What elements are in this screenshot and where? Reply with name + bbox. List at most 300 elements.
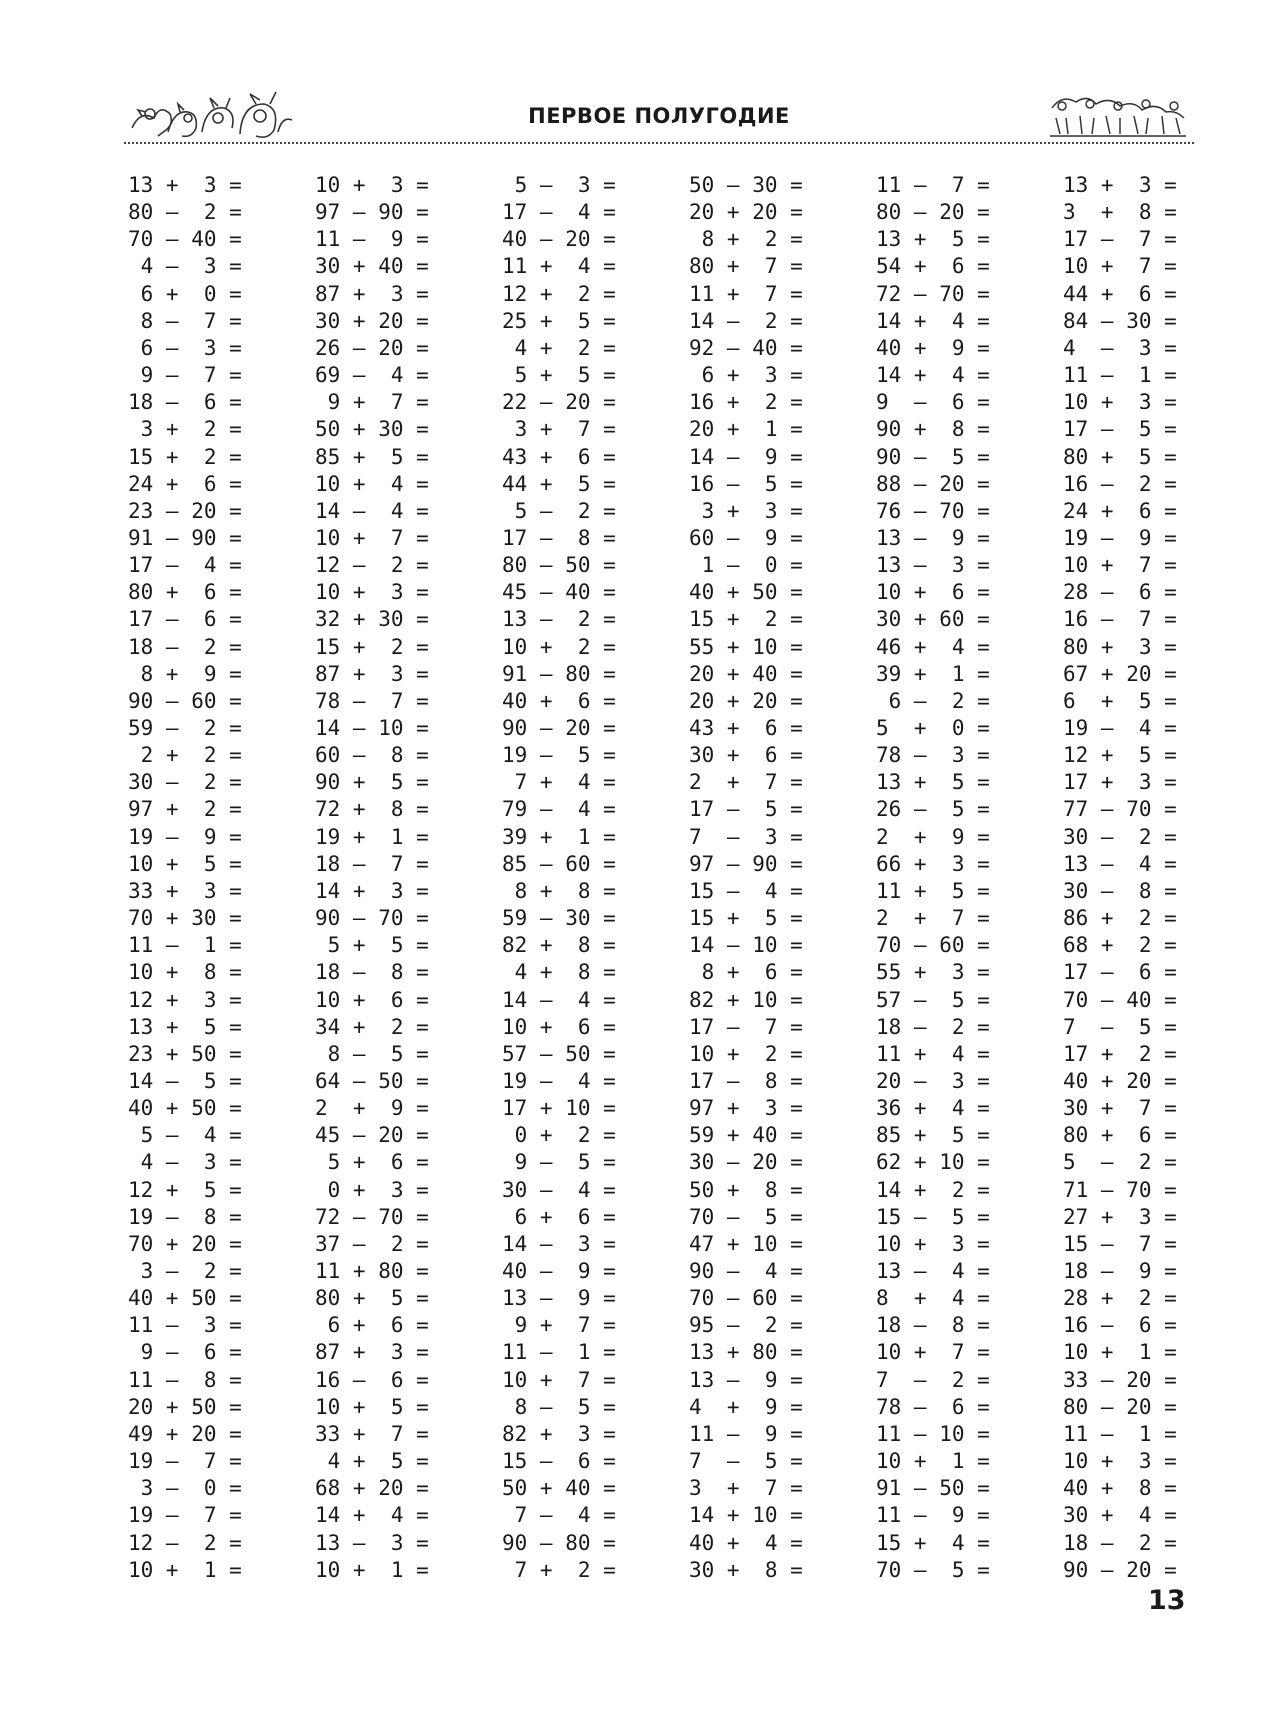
math-exercise: 9 – 6 = bbox=[876, 390, 990, 415]
math-exercise: 5 + 0 = bbox=[876, 716, 990, 740]
math-exercise: 5 – 3 = bbox=[502, 173, 616, 197]
math-exercise: 14 – 3 = bbox=[502, 1231, 616, 1256]
math-exercise: 8 – 5 = bbox=[315, 1041, 429, 1066]
math-exercise: 33 + 7 = bbox=[315, 1421, 429, 1446]
math-exercise: 3 + 7 = bbox=[689, 1476, 803, 1501]
page-header bbox=[124, 88, 1194, 148]
math-exercise: 87 + 3 = bbox=[315, 1340, 429, 1365]
math-exercise: 90 + 8 = bbox=[876, 417, 990, 442]
math-exercise: 23 – 20 = bbox=[128, 498, 242, 523]
math-exercise: 2 + 7 = bbox=[876, 906, 990, 931]
math-exercise: 90 – 20 = bbox=[502, 716, 616, 740]
math-exercise: 25 + 5 = bbox=[502, 308, 616, 333]
math-exercise: 10 + 7 = bbox=[1063, 254, 1177, 279]
math-exercise: 86 + 2 = bbox=[1063, 906, 1177, 931]
math-exercise: 90 – 20 = bbox=[1063, 1557, 1177, 1582]
math-exercise: 12 + 3 = bbox=[128, 987, 242, 1012]
math-exercise: 17 – 7 = bbox=[1063, 227, 1177, 252]
math-exercise: 16 – 6 = bbox=[315, 1367, 429, 1392]
math-exercise: 5 + 6 = bbox=[315, 1150, 429, 1175]
math-exercise: 11 + 4 = bbox=[876, 1041, 990, 1066]
math-exercise: 10 + 3 = bbox=[315, 580, 429, 605]
exercise-column bbox=[876, 172, 1056, 1602]
math-exercise: 80 + 5 = bbox=[1063, 444, 1177, 469]
math-exercise: 87 + 3 = bbox=[315, 281, 429, 306]
math-exercise: 16 + 2 = bbox=[689, 390, 803, 415]
math-exercise: 3 + 7 = bbox=[502, 417, 616, 442]
math-exercise: 30 – 4 = bbox=[502, 1177, 616, 1202]
math-exercise: 82 + 10 = bbox=[689, 987, 803, 1012]
math-exercise: 3 – 2 = bbox=[128, 1259, 242, 1283]
math-exercise: 9 + 7 = bbox=[315, 390, 429, 415]
math-exercise: 30 + 60 = bbox=[876, 607, 990, 632]
math-exercise: 80 – 2 = bbox=[128, 200, 242, 225]
math-exercise: 4 + 9 = bbox=[689, 1394, 803, 1419]
math-exercise: 22 – 20 = bbox=[502, 390, 616, 415]
math-exercise: 10 + 1 = bbox=[876, 1449, 990, 1474]
math-exercise: 9 – 6 = bbox=[128, 1340, 242, 1365]
math-exercise: 34 + 2 = bbox=[315, 1014, 429, 1039]
math-exercise: 30 + 7 = bbox=[1063, 1096, 1177, 1121]
math-exercise: 6 + 5 = bbox=[1063, 688, 1177, 713]
math-exercise: 69 – 4 = bbox=[315, 363, 429, 388]
math-exercise: 20 + 1 = bbox=[689, 417, 803, 442]
math-exercise: 19 – 8 = bbox=[128, 1204, 242, 1229]
math-exercise: 20 + 50 = bbox=[128, 1394, 242, 1419]
math-exercise: 10 + 3 = bbox=[876, 1231, 990, 1256]
math-exercise: 7 + 4 = bbox=[502, 770, 616, 795]
math-exercise: 7 – 5 = bbox=[1063, 1014, 1177, 1039]
math-exercise: 17 – 8 = bbox=[689, 1068, 803, 1093]
math-exercise: 18 – 8 = bbox=[876, 1313, 990, 1338]
math-exercise: 80 – 50 = bbox=[502, 553, 616, 578]
math-exercise: 15 + 2 = bbox=[689, 607, 803, 632]
math-exercise: 80 + 7 = bbox=[689, 254, 803, 279]
math-exercise: 14 + 2 = bbox=[876, 1177, 990, 1202]
math-exercise: 20 – 3 = bbox=[876, 1068, 990, 1093]
math-exercise: 19 – 4 = bbox=[502, 1068, 616, 1093]
exercise-column bbox=[689, 172, 869, 1602]
math-exercise: 14 + 4 = bbox=[876, 363, 990, 388]
math-exercise: 7 – 5 = bbox=[689, 1449, 803, 1474]
math-exercise: 15 + 2 = bbox=[315, 634, 429, 659]
exercise-column bbox=[502, 172, 682, 1602]
math-exercise: 59 – 2 = bbox=[128, 716, 242, 740]
math-exercise: 80 + 3 = bbox=[1063, 634, 1177, 659]
math-exercise: 5 + 5 = bbox=[315, 933, 429, 958]
math-exercise: 40 + 50 = bbox=[689, 580, 803, 605]
math-exercise: 79 – 4 = bbox=[502, 797, 616, 822]
math-exercise: 30 + 8 = bbox=[689, 1557, 803, 1582]
math-exercise: 13 + 5 = bbox=[876, 770, 990, 795]
math-exercise: 13 – 3 = bbox=[315, 1530, 429, 1555]
math-exercise: 24 + 6 = bbox=[128, 471, 242, 496]
math-exercise: 4 – 3 = bbox=[128, 254, 242, 279]
math-exercise: 15 + 4 = bbox=[876, 1530, 990, 1555]
math-exercise: 6 + 6 = bbox=[315, 1313, 429, 1338]
math-exercise: 67 + 20 = bbox=[1063, 661, 1177, 686]
math-exercise: 16 – 2 = bbox=[1063, 471, 1177, 496]
math-exercise: 95 – 2 = bbox=[689, 1313, 803, 1338]
math-exercise: 50 – 30 = bbox=[689, 173, 803, 197]
math-exercise: 18 – 8 = bbox=[315, 960, 429, 985]
math-exercise: 40 + 50 = bbox=[128, 1286, 242, 1311]
math-exercise: 36 + 4 = bbox=[876, 1096, 990, 1121]
math-exercise: 78 – 6 = bbox=[876, 1394, 990, 1419]
math-exercise: 11 – 10 = bbox=[876, 1421, 990, 1446]
math-exercise: 27 + 3 = bbox=[1063, 1204, 1177, 1229]
math-exercise: 84 – 30 = bbox=[1063, 308, 1177, 333]
math-exercise: 30 + 4 = bbox=[1063, 1503, 1177, 1528]
math-exercise: 54 + 6 = bbox=[876, 254, 990, 279]
math-exercise: 78 – 7 = bbox=[315, 688, 429, 713]
math-exercise: 16 – 7 = bbox=[1063, 607, 1177, 632]
math-exercise: 6 + 0 = bbox=[128, 281, 242, 306]
math-exercise: 4 + 8 = bbox=[502, 960, 616, 985]
math-exercise: 3 + 8 = bbox=[1063, 200, 1177, 225]
math-exercise: 40 – 20 = bbox=[502, 227, 616, 252]
math-exercise: 37 – 2 = bbox=[315, 1231, 429, 1256]
math-exercise: 85 + 5 = bbox=[315, 444, 429, 469]
math-exercise: 30 – 20 = bbox=[689, 1150, 803, 1175]
math-exercise: 11 – 1 = bbox=[128, 933, 242, 958]
math-exercise: 24 + 6 = bbox=[1063, 498, 1177, 523]
math-exercise: 7 – 4 = bbox=[502, 1503, 616, 1528]
math-exercise: 90 + 5 = bbox=[315, 770, 429, 795]
math-exercise: 7 + 2 = bbox=[502, 1557, 616, 1582]
math-exercise: 71 – 70 = bbox=[1063, 1177, 1177, 1202]
math-exercise: 46 + 4 = bbox=[876, 634, 990, 659]
math-exercise: 19 + 1 = bbox=[315, 824, 429, 849]
math-exercise: 18 – 7 = bbox=[315, 851, 429, 876]
math-exercise: 97 + 2 = bbox=[128, 797, 242, 822]
math-exercise: 13 – 4 = bbox=[1063, 851, 1177, 876]
math-exercise: 64 – 50 = bbox=[315, 1068, 429, 1093]
math-exercise: 91 – 80 = bbox=[502, 661, 616, 686]
exercise-column bbox=[1063, 172, 1243, 1602]
math-exercise: 4 + 5 = bbox=[315, 1449, 429, 1474]
math-exercise: 70 – 60 = bbox=[689, 1286, 803, 1311]
math-exercise: 72 + 8 = bbox=[315, 797, 429, 822]
math-exercise: 14 – 4 = bbox=[502, 987, 616, 1012]
math-exercise: 7 – 2 = bbox=[876, 1367, 990, 1392]
math-exercise: 90 – 5 = bbox=[876, 444, 990, 469]
math-exercise: 26 – 5 = bbox=[876, 797, 990, 822]
math-exercise: 70 + 20 = bbox=[128, 1231, 242, 1256]
math-exercise: 60 – 8 = bbox=[315, 743, 429, 768]
math-exercise: 11 – 9 = bbox=[689, 1421, 803, 1446]
math-exercise: 18 – 2 = bbox=[1063, 1530, 1177, 1555]
exercise-grid bbox=[128, 172, 1198, 1602]
math-exercise: 59 – 30 = bbox=[502, 906, 616, 931]
math-exercise: 78 – 3 = bbox=[876, 743, 990, 768]
math-exercise: 82 + 8 = bbox=[502, 933, 616, 958]
math-exercise: 15 + 2 = bbox=[128, 444, 242, 469]
math-exercise: 1 – 0 = bbox=[689, 553, 803, 578]
math-exercise: 10 + 4 = bbox=[315, 471, 429, 496]
math-exercise: 30 + 40 = bbox=[315, 254, 429, 279]
math-exercise: 40 + 20 = bbox=[1063, 1068, 1177, 1093]
math-exercise: 11 + 7 = bbox=[689, 281, 803, 306]
math-exercise: 5 – 2 = bbox=[1063, 1150, 1177, 1175]
math-exercise: 87 + 3 = bbox=[315, 661, 429, 686]
math-exercise: 2 + 7 = bbox=[689, 770, 803, 795]
math-exercise: 55 + 3 = bbox=[876, 960, 990, 985]
math-exercise: 90 – 70 = bbox=[315, 906, 429, 931]
math-exercise: 44 + 6 = bbox=[1063, 281, 1177, 306]
math-exercise: 3 – 0 = bbox=[128, 1476, 242, 1501]
math-exercise: 15 – 4 = bbox=[689, 878, 803, 903]
math-exercise: 14 – 10 = bbox=[315, 716, 429, 740]
math-exercise: 11 – 3 = bbox=[128, 1313, 242, 1338]
math-exercise: 11 – 8 = bbox=[128, 1367, 242, 1392]
math-exercise: 17 – 8 = bbox=[502, 525, 616, 550]
math-exercise: 15 – 5 = bbox=[876, 1204, 990, 1229]
math-exercise: 62 + 10 = bbox=[876, 1150, 990, 1175]
math-exercise: 14 + 3 = bbox=[315, 878, 429, 903]
math-exercise: 15 – 6 = bbox=[502, 1449, 616, 1474]
math-exercise: 97 – 90 = bbox=[689, 851, 803, 876]
math-exercise: 80 + 6 = bbox=[1063, 1123, 1177, 1148]
math-exercise: 11 – 1 = bbox=[1063, 1421, 1177, 1446]
math-exercise: 77 – 70 = bbox=[1063, 797, 1177, 822]
math-exercise: 19 – 4 = bbox=[1063, 716, 1177, 740]
math-exercise: 30 – 8 = bbox=[1063, 878, 1177, 903]
math-exercise: 16 – 5 = bbox=[689, 471, 803, 496]
math-exercise: 40 + 4 = bbox=[689, 1530, 803, 1555]
math-exercise: 28 + 2 = bbox=[1063, 1286, 1177, 1311]
math-exercise: 10 + 6 = bbox=[876, 580, 990, 605]
math-exercise: 57 – 50 = bbox=[502, 1041, 616, 1066]
math-exercise: 12 – 2 = bbox=[128, 1530, 242, 1555]
math-exercise: 72 – 70 = bbox=[876, 281, 990, 306]
math-exercise: 12 + 5 = bbox=[128, 1177, 242, 1202]
math-exercise: 23 + 50 = bbox=[128, 1041, 242, 1066]
math-exercise: 14 – 10 = bbox=[689, 933, 803, 958]
math-exercise: 2 + 9 = bbox=[315, 1096, 429, 1121]
math-exercise: 70 – 60 = bbox=[876, 933, 990, 958]
math-exercise: 6 – 3 = bbox=[128, 335, 242, 360]
exercise-column bbox=[128, 172, 308, 1602]
math-exercise: 47 + 10 = bbox=[689, 1231, 803, 1256]
math-exercise: 20 + 20 = bbox=[689, 200, 803, 225]
math-exercise: 39 + 1 = bbox=[876, 661, 990, 686]
math-exercise: 17 – 4 = bbox=[502, 200, 616, 225]
math-exercise: 39 + 1 = bbox=[502, 824, 616, 849]
math-exercise: 11 + 80 = bbox=[315, 1259, 429, 1283]
math-exercise: 10 + 2 = bbox=[689, 1041, 803, 1066]
math-exercise: 45 – 20 = bbox=[315, 1123, 429, 1148]
math-exercise: 15 – 7 = bbox=[1063, 1231, 1177, 1256]
math-exercise: 10 + 7 = bbox=[502, 1367, 616, 1392]
math-exercise: 92 – 40 = bbox=[689, 335, 803, 360]
math-exercise: 70 – 5 = bbox=[689, 1204, 803, 1229]
math-exercise: 40 + 50 = bbox=[128, 1096, 242, 1121]
math-exercise: 97 + 3 = bbox=[689, 1096, 803, 1121]
math-exercise: 10 + 7 = bbox=[315, 525, 429, 550]
math-exercise: 85 + 5 = bbox=[876, 1123, 990, 1148]
math-exercise: 91 – 50 = bbox=[876, 1476, 990, 1501]
math-exercise: 14 + 4 = bbox=[876, 308, 990, 333]
math-exercise: 70 – 5 = bbox=[876, 1557, 990, 1582]
math-exercise: 33 + 3 = bbox=[128, 878, 242, 903]
math-exercise: 40 + 9 = bbox=[876, 335, 990, 360]
math-exercise: 32 + 30 = bbox=[315, 607, 429, 632]
math-exercise: 70 – 40 = bbox=[128, 227, 242, 252]
math-exercise: 11 + 4 = bbox=[502, 254, 616, 279]
math-exercise: 9 – 5 = bbox=[502, 1150, 616, 1175]
math-exercise: 13 – 4 = bbox=[876, 1259, 990, 1283]
math-exercise: 4 – 3 = bbox=[128, 1150, 242, 1175]
math-exercise: 30 + 20 = bbox=[315, 308, 429, 333]
math-exercise: 50 + 30 = bbox=[315, 417, 429, 442]
math-exercise: 33 – 20 = bbox=[1063, 1367, 1177, 1392]
math-exercise: 59 + 40 = bbox=[689, 1123, 803, 1148]
math-exercise: 4 – 3 = bbox=[1063, 335, 1177, 360]
math-exercise: 14 + 4 = bbox=[315, 1503, 429, 1528]
math-exercise: 90 – 4 = bbox=[689, 1259, 803, 1283]
math-exercise: 20 + 20 = bbox=[689, 688, 803, 713]
math-exercise: 7 – 3 = bbox=[689, 824, 803, 849]
math-exercise: 11 – 7 = bbox=[876, 173, 990, 197]
math-exercise: 17 + 2 = bbox=[1063, 1041, 1177, 1066]
math-exercise: 10 + 5 = bbox=[128, 851, 242, 876]
math-exercise: 13 – 3 = bbox=[876, 553, 990, 578]
math-exercise: 10 + 2 = bbox=[502, 634, 616, 659]
math-exercise: 11 – 9 = bbox=[315, 227, 429, 252]
math-exercise: 11 – 1 = bbox=[1063, 363, 1177, 388]
math-exercise: 16 – 6 = bbox=[1063, 1313, 1177, 1338]
math-exercise: 19 – 5 = bbox=[502, 743, 616, 768]
math-exercise: 13 – 9 = bbox=[689, 1367, 803, 1392]
math-exercise: 8 + 6 = bbox=[689, 960, 803, 985]
math-exercise: 0 + 2 = bbox=[502, 1123, 616, 1148]
math-exercise: 2 + 2 = bbox=[128, 743, 242, 768]
exercise-column bbox=[315, 172, 495, 1602]
math-exercise: 15 + 5 = bbox=[689, 906, 803, 931]
math-exercise: 13 + 5 = bbox=[876, 227, 990, 252]
math-exercise: 17 – 7 = bbox=[689, 1014, 803, 1039]
math-exercise: 60 – 9 = bbox=[689, 525, 803, 550]
math-exercise: 3 + 3 = bbox=[689, 498, 803, 523]
math-exercise: 82 + 3 = bbox=[502, 1421, 616, 1446]
math-exercise: 44 + 5 = bbox=[502, 471, 616, 496]
math-exercise: 10 + 8 = bbox=[128, 960, 242, 985]
math-exercise: 88 – 20 = bbox=[876, 471, 990, 496]
math-exercise: 80 – 20 = bbox=[1063, 1394, 1177, 1419]
math-exercise: 40 + 6 = bbox=[502, 688, 616, 713]
math-exercise: 13 + 5 = bbox=[128, 1014, 242, 1039]
math-exercise: 13 + 3 = bbox=[1063, 173, 1177, 197]
math-exercise: 19 – 7 = bbox=[128, 1449, 242, 1474]
math-exercise: 8 – 5 = bbox=[502, 1394, 616, 1419]
math-exercise: 40 + 8 = bbox=[1063, 1476, 1177, 1501]
math-exercise: 17 – 5 = bbox=[689, 797, 803, 822]
math-exercise: 14 – 5 = bbox=[128, 1068, 242, 1093]
math-exercise: 26 – 20 = bbox=[315, 335, 429, 360]
math-exercise: 4 + 2 = bbox=[502, 335, 616, 360]
math-exercise: 14 – 9 = bbox=[689, 444, 803, 469]
math-exercise: 8 + 9 = bbox=[128, 661, 242, 686]
math-exercise: 50 + 40 = bbox=[502, 1476, 616, 1501]
math-exercise: 13 + 3 = bbox=[128, 173, 242, 197]
math-exercise: 5 – 4 = bbox=[128, 1123, 242, 1148]
math-exercise: 45 – 40 = bbox=[502, 580, 616, 605]
math-exercise: 30 – 2 = bbox=[128, 770, 242, 795]
math-exercise: 17 + 3 = bbox=[1063, 770, 1177, 795]
math-exercise: 80 – 20 = bbox=[876, 200, 990, 225]
math-exercise: 80 + 5 = bbox=[315, 1286, 429, 1311]
math-exercise: 80 + 6 = bbox=[128, 580, 242, 605]
math-exercise: 8 + 4 = bbox=[876, 1286, 990, 1311]
math-exercise: 6 + 6 = bbox=[502, 1204, 616, 1229]
math-exercise: 9 – 7 = bbox=[128, 363, 242, 388]
math-exercise: 11 – 1 = bbox=[502, 1340, 616, 1365]
math-exercise: 19 – 7 = bbox=[128, 1503, 242, 1528]
math-exercise: 6 – 2 = bbox=[876, 688, 990, 713]
math-exercise: 20 + 40 = bbox=[689, 661, 803, 686]
math-exercise: 90 – 60 = bbox=[128, 688, 242, 713]
math-exercise: 85 – 60 = bbox=[502, 851, 616, 876]
math-exercise: 14 – 2 = bbox=[689, 308, 803, 333]
math-exercise: 10 + 7 = bbox=[876, 1340, 990, 1365]
math-exercise: 13 – 9 = bbox=[876, 525, 990, 550]
math-exercise: 66 + 3 = bbox=[876, 851, 990, 876]
math-exercise: 30 + 6 = bbox=[689, 743, 803, 768]
math-exercise: 10 + 7 = bbox=[1063, 553, 1177, 578]
math-exercise: 17 – 5 = bbox=[1063, 417, 1177, 442]
math-exercise: 11 – 9 = bbox=[876, 1503, 990, 1528]
math-exercise: 72 – 70 = bbox=[315, 1204, 429, 1229]
math-exercise: 8 + 8 = bbox=[502, 878, 616, 903]
math-exercise: 8 + 2 = bbox=[689, 227, 803, 252]
math-exercise: 17 – 4 = bbox=[128, 553, 242, 578]
math-exercise: 5 + 5 = bbox=[502, 363, 616, 388]
math-exercise: 11 + 5 = bbox=[876, 878, 990, 903]
animals-illustration-icon bbox=[1046, 88, 1191, 140]
math-exercise: 5 – 2 = bbox=[502, 498, 616, 523]
math-exercise: 10 + 3 = bbox=[1063, 1449, 1177, 1474]
math-exercise: 10 + 6 = bbox=[315, 987, 429, 1012]
math-exercise: 68 + 20 = bbox=[315, 1476, 429, 1501]
page-number: 13 bbox=[1148, 1585, 1186, 1616]
math-exercise: 70 – 40 = bbox=[1063, 987, 1177, 1012]
math-exercise: 49 + 20 = bbox=[128, 1421, 242, 1446]
math-exercise: 17 + 10 = bbox=[502, 1096, 616, 1121]
math-exercise: 10 + 3 = bbox=[315, 173, 429, 197]
page-title: ПЕРВОЕ ПОЛУГОДИЕ bbox=[528, 104, 790, 128]
math-exercise: 19 – 9 = bbox=[128, 824, 242, 849]
math-exercise: 2 + 9 = bbox=[876, 824, 990, 849]
math-exercise: 28 – 6 = bbox=[1063, 580, 1177, 605]
math-exercise: 12 – 2 = bbox=[315, 553, 429, 578]
math-exercise: 43 + 6 = bbox=[502, 444, 616, 469]
math-exercise: 30 – 2 = bbox=[1063, 824, 1177, 849]
math-exercise: 13 + 80 = bbox=[689, 1340, 803, 1365]
math-exercise: 17 – 6 = bbox=[128, 607, 242, 632]
math-exercise: 0 + 3 = bbox=[315, 1177, 429, 1202]
math-exercise: 3 + 2 = bbox=[128, 417, 242, 442]
math-exercise: 12 + 2 = bbox=[502, 281, 616, 306]
math-exercise: 14 – 4 = bbox=[315, 498, 429, 523]
math-exercise: 10 + 1 = bbox=[128, 1557, 242, 1582]
math-exercise: 57 – 5 = bbox=[876, 987, 990, 1012]
math-exercise: 76 – 70 = bbox=[876, 498, 990, 523]
math-exercise: 8 – 7 = bbox=[128, 308, 242, 333]
math-exercise: 97 – 90 = bbox=[315, 200, 429, 225]
math-exercise: 10 + 1 = bbox=[315, 1557, 429, 1582]
math-exercise: 10 + 3 = bbox=[1063, 390, 1177, 415]
